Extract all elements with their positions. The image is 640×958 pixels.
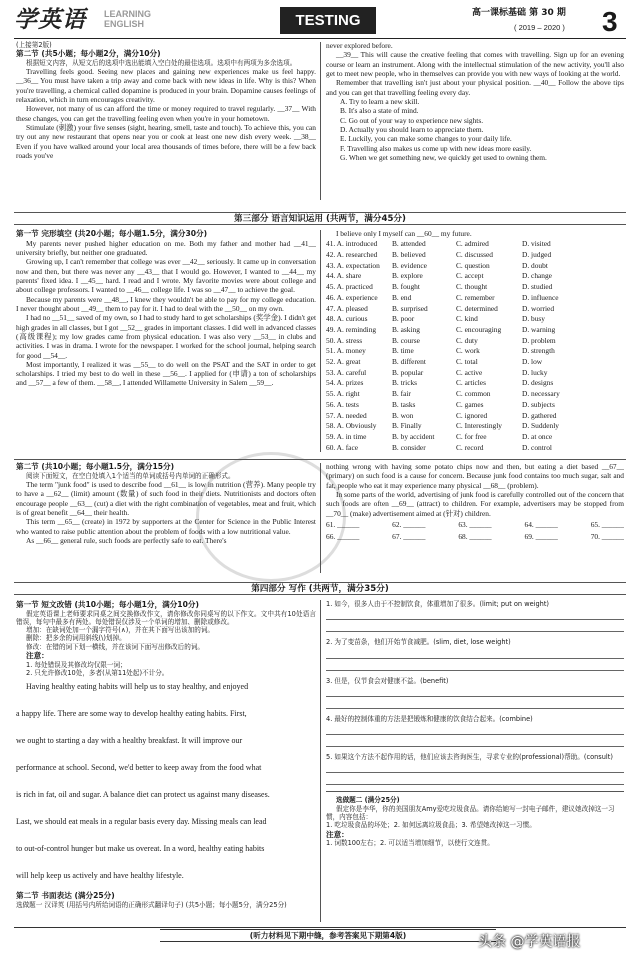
cloze-option: B. popular	[392, 367, 424, 377]
cloze-passage	[16, 229, 316, 388]
cloze-paragraph: My parents never pushed higher education on me. Both my father and mother had __41__ university briefly, but neither one graduated.	[16, 238, 316, 257]
answer-line[interactable]	[326, 761, 624, 773]
cloze-option: 44. A. share	[326, 271, 362, 281]
logo-en-line1: LEARNING	[104, 9, 151, 19]
cloze-option: B. evidence	[392, 260, 427, 270]
essay-line: to out-of-control hunger but make us overeat. In a word, healthy eating habits	[16, 844, 265, 854]
answer-blank[interactable]: 68. ______	[458, 532, 492, 542]
cloze-option: C. common	[456, 389, 491, 399]
essay-line: a happy life. There are some way to develop healthy eating habits. First,	[16, 709, 247, 719]
option-item: D. Actually you should learn to appreciate them.	[340, 124, 484, 134]
cloze-option: D. lucky	[522, 367, 548, 377]
grammar-passage-right	[326, 462, 624, 542]
cloze-option: B. by accident	[392, 431, 435, 441]
cloze-option: B. asking	[392, 324, 420, 334]
section-rule	[14, 459, 626, 460]
optional-title: 选做题二 (满分25分)	[336, 796, 400, 805]
cloze-option: D. influence	[522, 292, 559, 302]
cloze-option: D. subjects	[522, 399, 555, 409]
cloze-option: C. work	[456, 346, 480, 356]
cloze-option: 43. A. expectation	[326, 260, 380, 270]
passage-paragraph: __39__ This will cause the creative feeling that comes with travelling. Sign up for an evening course or learn an instrument. Along with the intellectual stimulation of the new activity, you'll also get to meet new people, who in themselves can provide you with new ways of looking at the world.	[326, 50, 624, 78]
grammar-paragraph: In some parts of the world, advertising of junk food is carefully controlled out of the concern that such foods are often __69__ (attract) to children. For example, advertisers may be stopped from __70__ (make) advertisement aimed at (针对) children.	[326, 489, 624, 518]
cloze-option: B. time	[392, 346, 414, 356]
cloze-option: D. Suddenly	[522, 421, 559, 431]
answer-line[interactable]	[326, 773, 624, 785]
written-expression-title: 第二节 书面表达 (满分25分)	[16, 891, 115, 901]
right-top-column	[326, 41, 624, 162]
essay-line: Last, we should eat meals in a regular basis every day. Missing meals can lead	[16, 817, 267, 827]
grammar-title: 第二节 (共10小题；每小题1.5分，满分15分)	[16, 462, 175, 471]
grammar-paragraph: nothing wrong with having some potato chips now and then, but eating a diet based __67__ (primary) on such food is a cause for concern. Because junk food contains too much sugar, salt and fat, people who eat it may experience many physical __68__ (problem).	[326, 462, 624, 490]
cloze-option: B. poor	[392, 314, 415, 324]
cloze-option: C. thought	[456, 282, 488, 292]
answer-blank[interactable]: 70. ______	[590, 532, 624, 542]
logo-en-line2: ENGLISH	[104, 18, 145, 29]
cloze-option: D. change	[522, 271, 552, 281]
cloze-option: C. determined	[456, 303, 498, 313]
cloze-option: B. consider	[392, 442, 426, 452]
cloze-option: B. fair	[392, 389, 411, 399]
passage-paragraph: However, not many of us can afford the time or money required to travel regularly. __37__ With these changes, you can get the travelling feeling even when you're in your hometown.	[16, 104, 316, 123]
answer-blank[interactable]: 61. ______	[326, 519, 360, 529]
answer-line[interactable]	[326, 620, 624, 632]
answer-blank[interactable]: 69. ______	[524, 532, 558, 542]
passage-paragraph: Remember that travelling isn't just about your physical position. __40__ Follow the above tips and you can get that travelling feeling every day.	[326, 78, 624, 97]
essay-line: is rich in fat, oil and sugar. A balance diet can protect us against many diseases.	[16, 790, 270, 800]
cloze-option: C. Interestingly	[456, 421, 502, 431]
cloze-option: 48. A. curious	[326, 314, 368, 324]
error-instructions: 修改：在错的词下划一横线，并在该词下面写出修改后的词。	[26, 642, 205, 651]
option-item: E. Luckily, you can make some changes to your daily life.	[340, 134, 512, 144]
translation-prompt: 2. 为了变苗条，他们开始节食减肥。(slim, diet, lose weight)	[326, 638, 511, 647]
cloze-options	[326, 229, 624, 453]
translation-prompt: 3. 但是，仅节食会对健康不益。(benefit)	[326, 676, 449, 685]
cloze-option: 55. A. right	[326, 389, 360, 399]
watermark-label: 头条 @学英语报	[478, 934, 581, 950]
section-title: TESTING	[280, 7, 376, 34]
cloze-option: 41. A. introduced	[326, 239, 378, 249]
grammar-passage	[16, 462, 316, 545]
section2-instructions: 根据短文内容，从短文后的选项中选出能填入空白处的最佳选项。选项中有两项为多余选项。	[26, 58, 297, 67]
cloze-option: C. for free	[456, 431, 487, 441]
left-top-column	[16, 41, 316, 160]
cloze-option: C. total	[456, 357, 478, 367]
cloze-option: D. gathered	[522, 410, 557, 420]
optional-task-2	[326, 791, 624, 847]
part3-banner: 第三部分 语言知识运用 (共两节，满分45分)	[14, 212, 626, 225]
page-number: 3	[602, 6, 618, 37]
cloze-paragraph: I had no __51__ saved of my own, so I had to study hard to get scholarships (奖学金). I didn't get high grades in all classes, but I got __52__ grades in important classes. I did well in advanced classes (高级课程); my low grades came from physical education. I was also very __53__ in clubs and activities. I was in drama. I wrote for the newspaper. I worked for the school journal, helping search for good __54__.	[16, 313, 316, 360]
cloze-option: 51. A. money	[326, 346, 366, 356]
passage-paragraph: never explored before.	[326, 41, 393, 50]
optional-points: 1. 吃垃圾食品的坏处；2. 如何远离垃圾食品；3. 希望她改掉这一习惯。	[326, 821, 536, 830]
section2-title: 第二节 (共5小题；每小题2分，满分10分)	[16, 49, 161, 59]
cloze-option: 52. A. great	[326, 357, 361, 367]
newspaper-logo: 学英语	[14, 6, 86, 33]
cloze-option: C. articles	[456, 378, 486, 388]
cloze-option: C. games	[456, 399, 484, 409]
translation-prompt: 4. 最好的控制体重的方法是把锻炼和健康的饮食结合起来。(combine)	[326, 714, 533, 723]
error-instructions: 增加：在缺词处加一个漏字符号(∧)，并在其下面写出该加的词。	[26, 626, 215, 635]
cloze-paragraph: Because my parents were __48__, I knew they wouldn't be able to pay for my college education. I never thought about __49__ them to pay for it. I had to deal with the __50__ on my own.	[16, 294, 316, 313]
cloze-option: 53. A. careful	[326, 367, 367, 377]
option-item: F. Travelling also makes us come up with new ideas more easily.	[340, 143, 532, 153]
cloze-option: B. fought	[392, 282, 420, 292]
part4-banner: 第四部分 写作 (共两节，满分35分)	[14, 582, 626, 595]
note-label: 注意：	[26, 651, 49, 661]
cloze-option: C. active	[456, 367, 483, 377]
answer-line[interactable]	[326, 647, 624, 659]
cloze-option: D. at once	[522, 431, 553, 441]
cloze-option: D. studied	[522, 282, 553, 292]
translation-instructions: 选做题一 汉译英 (用括号内所给词语的正确形式翻译句子) (共5小题；每小题5分，满分25分)	[16, 900, 287, 909]
cloze-option: B. different	[392, 357, 426, 367]
page-header	[14, 4, 626, 38]
grammar-instructions: 阅读下面短文，在空白处填入1个适当的单词或括号内单词的正确形式。	[26, 471, 235, 480]
essay-line: performance at school. Second, we'd better to keep away from the food what	[16, 763, 262, 773]
cloze-option: C. encouraging	[456, 324, 502, 334]
cloze-option: D. worried	[522, 303, 555, 313]
cloze-option: 47. A. pleased	[326, 303, 368, 313]
cloze-option: 57. A. needed	[326, 410, 367, 420]
cloze-option: D. busy	[522, 314, 545, 324]
option-item: B. It's also a state of mind.	[340, 106, 419, 116]
cloze-option: C. admired	[456, 239, 489, 249]
note-item: 2. 只允许修改10处，多者(从第11处起)不计分。	[26, 668, 169, 677]
error-correction-title: 第一节 短文改错 (共10小题；每小题1分，满分10分)	[16, 600, 199, 609]
cloze-paragraph: Most importantly, I realized it was __55__ to do well on the PSAT and the SAT in order to get scholarships. I tried my best to do well in these __56__. I applied for (申请) a ton of scholarships and __57__ a few of them. __58__, I attended Willamette University in Salem __59__.	[16, 359, 316, 388]
option-item: C. Go out of your way to experience new sights.	[340, 115, 484, 125]
cloze-option: C. accept	[456, 271, 484, 281]
answer-line[interactable]	[326, 608, 624, 620]
answer-row	[326, 520, 624, 529]
cloze-option: C. kind	[456, 314, 478, 324]
cloze-option: 54. A. prizes	[326, 378, 364, 388]
cloze-option: D. designs	[522, 378, 554, 388]
cloze-option: C. ignored	[456, 410, 488, 420]
answer-row	[326, 532, 624, 541]
cloze-paragraph: I believe only I myself can __60__ my future.	[336, 229, 472, 238]
grammar-paragraph: As __66__ general rule, such foods are perfectly safe to eat. There's	[26, 535, 227, 545]
cloze-option: D. low	[522, 357, 543, 367]
cloze-option: D. visited	[522, 239, 551, 249]
answer-blank[interactable]: 63. ______	[458, 519, 492, 529]
cloze-option: D. problem	[522, 335, 556, 345]
answer-line[interactable]	[326, 735, 624, 747]
cloze-paragraph: Growing up, I can't remember that college was ever __42__ seriously. It came up in conversation now and then, but there was never any __43__ that I would go. However, I wanted to __44__ my parents' fixed idea. I __45__ hard. I read and I wrote. My favorite movies were about college and about college professors. I wanted to __46__ college life. I was so __47__ to achieve the goal.	[16, 257, 316, 295]
cloze-title: 第一节 完形填空 (共20小题；每小题1.5分，满分30分)	[16, 229, 208, 238]
column-divider	[320, 42, 321, 200]
translation-section	[326, 600, 624, 848]
answer-blank[interactable]: 65. ______	[590, 519, 624, 529]
cloze-option: D. strength	[522, 346, 555, 356]
column-divider	[320, 230, 321, 452]
note-label: 注意：	[326, 829, 349, 839]
answer-line[interactable]	[326, 659, 624, 671]
cloze-option: C. record	[456, 442, 484, 452]
cloze-option: 45. A. practiced	[326, 282, 373, 292]
cloze-option: D. control	[522, 442, 552, 452]
translation-prompt: 1. 如今，很多人由于不控制饮食，体重增加了很多。(limit; put on weight)	[326, 600, 550, 608]
answer-blank[interactable]: 67. ______	[392, 532, 426, 542]
cloze-option: B. explore	[392, 271, 423, 281]
error-instructions: 假定英语课上老师要求同桌之间交换修改作文，请你修改你同桌写的以下作文。文中共有10处语言错误，每句中最多有两处。每处错误仅涉及一个单词的增加、删除或修改。	[16, 609, 316, 626]
cloze-option: B. end	[392, 292, 412, 302]
issue-label: 高一课标基础 第 30 期	[472, 8, 566, 18]
grammar-paragraph: The term "junk food" is used to describe food __61__ is low in nutrition (营养). Many people try to have a __62__ (limit) amount (数量) of such food in their diets. Nutritionists and doctors often encourage people __63__ (cut) a diet with the right combination of vegetables, meat and fruit, which is of great benefit __64__ their health.	[16, 479, 316, 517]
optional-note: 1. 词数100左右；2. 可以适当增加细节，以使行文连贯。	[326, 839, 494, 848]
cloze-option: B. believed	[392, 250, 426, 260]
cloze-option: B. course	[392, 335, 420, 345]
optional-text: 假定你是李华，你的美国朋友Amy爱吃垃圾食品。请你给她写一封电子邮件，建议她改掉这一习惯，内容包括：	[326, 804, 615, 822]
cloze-option: C. question	[456, 260, 490, 270]
answer-blank[interactable]: 66. ______	[326, 532, 360, 542]
cloze-option: D. necessary	[522, 389, 560, 399]
option-item: G. When we get something new, we quickly get used to owning them.	[340, 152, 547, 162]
footer-rule	[14, 927, 626, 928]
error-instructions: 删除：把多余的词用斜线(\)划掉。	[26, 634, 126, 643]
error-correction	[16, 600, 316, 909]
grammar-paragraph: This term __65__ (create) in 1972 by supporters at the Center for Science in the Public Interest who wanted to raise public attention about the problem of foods with a low nutritional value.	[16, 517, 316, 536]
cloze-option: B. attended	[392, 239, 426, 249]
translation-prompt: 5. 如果这个方法不起作用的话，他们应该去咨询医生，寻求专业的(professional)帮助。(consult)	[326, 753, 613, 762]
cloze-option: C. discussed	[456, 250, 493, 260]
continued-note: (上接第2版)	[16, 41, 52, 49]
column-divider	[320, 600, 321, 922]
essay-line: will help keep us actively and have healthy lifestyle.	[16, 871, 184, 881]
answer-blank[interactable]: 62. ______	[392, 519, 426, 529]
cloze-option: 50. A. stress	[326, 335, 363, 345]
cloze-option: 60. A. face	[326, 442, 359, 452]
cloze-option: D. judged	[522, 250, 552, 260]
cloze-option: B. tasks	[392, 399, 416, 409]
answer-line[interactable]	[326, 723, 624, 735]
cloze-option: D. warning	[522, 324, 556, 334]
cloze-option: 42. A. researched	[326, 250, 378, 260]
passage-paragraph: Stimulate (刺激) your five senses (sight, hearing, smell, taste and touch). To achieve this, you can try out any new restaurant that opens near you or cook at least one new dish every week. __38__ Even if you have walked around your local area thousands of times before, there will be a few back roads you've	[16, 123, 316, 161]
cloze-option: D. doubt	[522, 260, 548, 270]
cloze-option: B. won	[392, 410, 414, 420]
cloze-option: 49. A. reminding	[326, 324, 377, 334]
answer-line[interactable]	[326, 697, 624, 709]
essay-line: Having healthy eating habits will help us to stay healthy, and enjoyed	[26, 682, 249, 692]
cloze-option: C. remember	[456, 292, 495, 302]
school-year: ( 2019 – 2020 )	[514, 23, 565, 32]
cloze-option: B. tricks	[392, 378, 418, 388]
cloze-option: 56. A. tests	[326, 399, 359, 409]
note-item: 1. 每处错误及其修改均仅限一词；	[26, 660, 127, 669]
option-item: A. Try to learn a new skill.	[340, 96, 420, 106]
passage-paragraph: Travelling feels good. Seeing new places and gaining new experiences make us feel happy. __36__ You must have taken a trip away and come back with new ideas in life. Why is this? When you're travelling, a chemical called dopamine is produced in your brain. Dopamine causes feelings of relaxation, which in turn encourages creativity.	[16, 67, 316, 105]
cloze-option: B. Finally	[392, 421, 422, 431]
options-grid	[326, 239, 624, 453]
cloze-option: C. duty	[456, 335, 478, 345]
answer-blank[interactable]: 64. ______	[524, 519, 558, 529]
cloze-option: 58. A. Obviously	[326, 421, 377, 431]
cloze-option: 46. A. experience	[326, 292, 378, 302]
cloze-option: B. surprised	[392, 303, 428, 313]
footer-note: (听力材料见下期中缝，参考答案见下期第4版)	[160, 929, 496, 942]
answer-line[interactable]	[326, 685, 624, 697]
header-rule	[14, 38, 626, 39]
essay-line: we ought to starting a day with a healthy breakfast. It will improve our	[16, 736, 243, 746]
cloze-option: 59. A. in time	[326, 431, 367, 441]
essay-text	[16, 673, 316, 889]
logo-english	[104, 10, 151, 30]
column-divider	[320, 463, 321, 573]
